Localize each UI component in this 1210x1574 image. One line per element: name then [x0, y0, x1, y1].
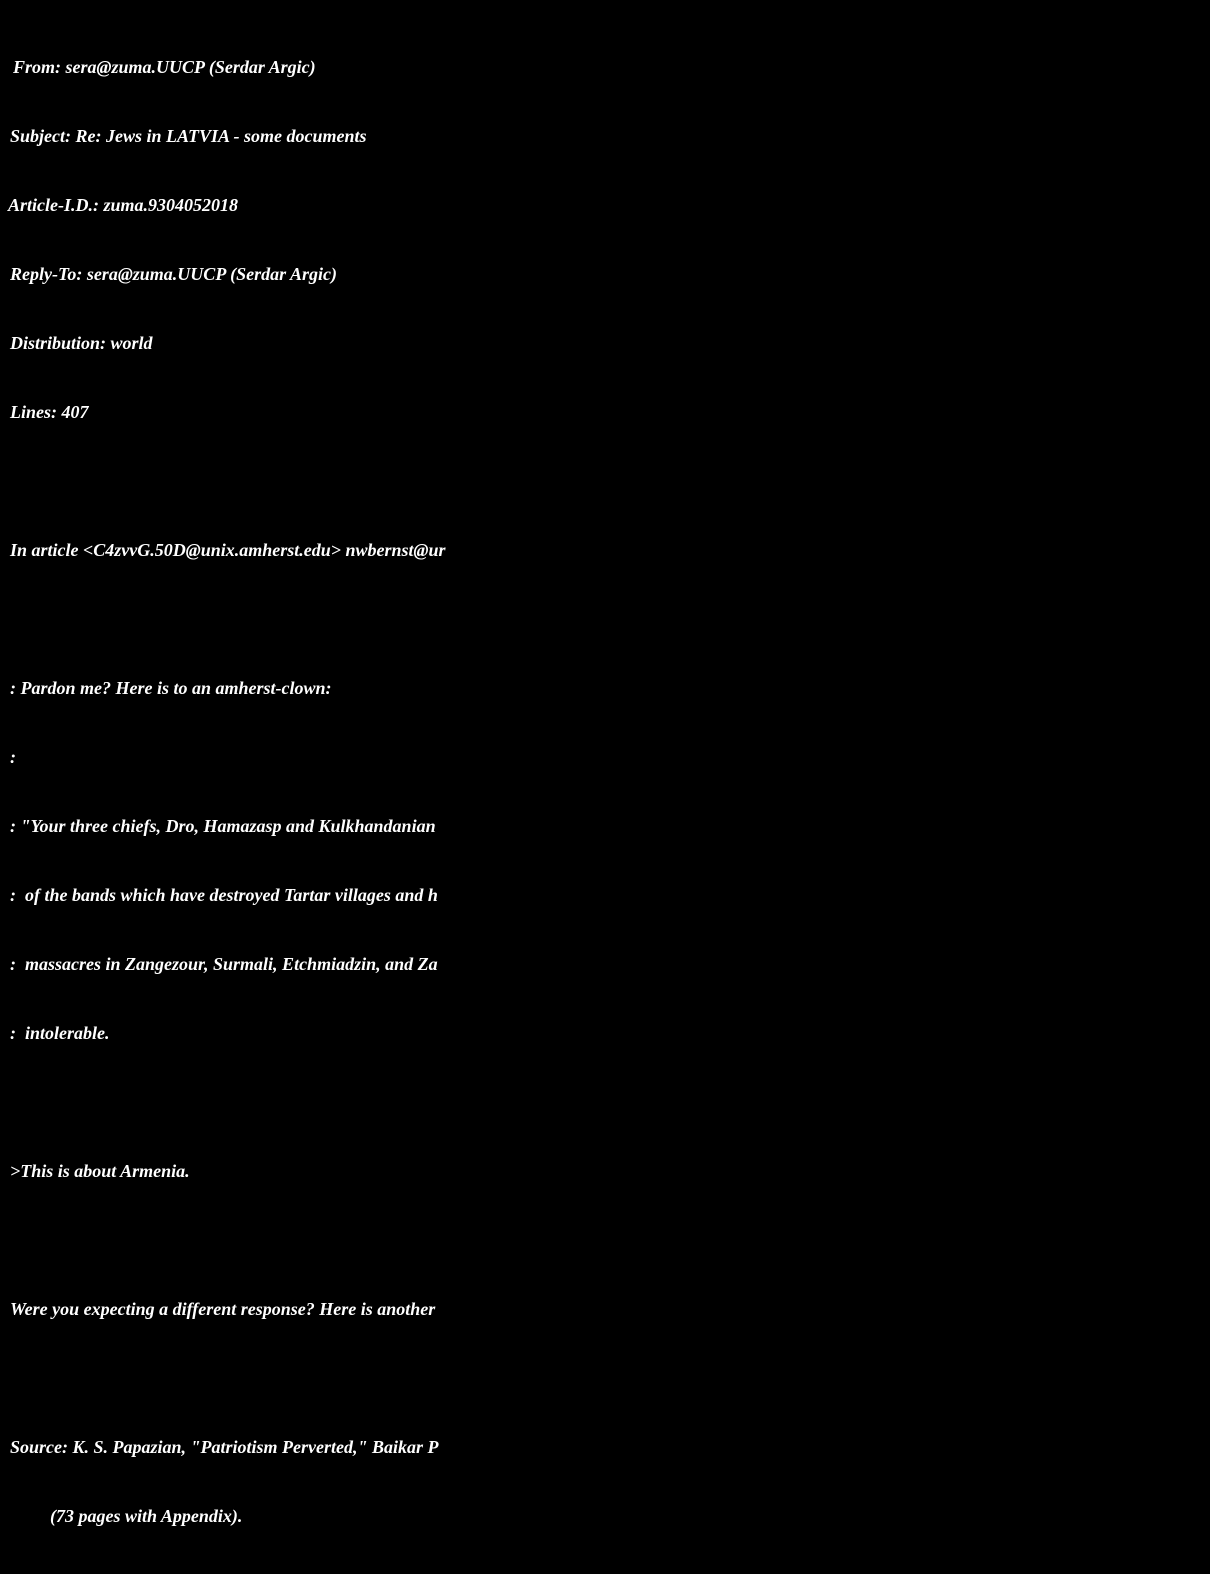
blank-line — [10, 470, 1210, 493]
blank-line — [10, 1229, 1210, 1252]
article-text — [10, 10, 1210, 1574]
quote-line: : — [10, 747, 16, 767]
source-continuation-line: (73 pages with Appendix). — [50, 1506, 243, 1526]
blank-line — [10, 1367, 1210, 1390]
header-article-id: Article-I.D.: zuma.9304052018 — [8, 195, 239, 215]
blank-line — [10, 608, 1210, 631]
quote-line: : "Your three chiefs, Dro, Hamazasp and Kulkhandanian — [10, 816, 436, 836]
response-line: Were you expecting a different response? Here is another — [10, 1299, 436, 1319]
blank-line — [10, 1091, 1210, 1114]
quote-line: : massacres in Zangezour, Surmali, Etchmiadzin, and Za — [10, 954, 438, 974]
quote-line: : Pardon me? Here is to an amherst-clown: — [10, 678, 332, 698]
attribution-line: In article <C4zvvG.50D@unix.amherst.edu> nwbernst@ur — [10, 540, 446, 560]
source-line: Source: K. S. Papazian, "Patriotism Perverted," Baikar P — [10, 1437, 439, 1457]
quote-line: : intolerable. — [10, 1023, 110, 1043]
header-subject: Subject: Re: Jews in LATVIA - some documents — [10, 126, 367, 146]
header-from: From: sera@zuma.UUCP (Serdar Argic) — [13, 57, 316, 77]
header-distribution: Distribution: world — [10, 333, 153, 353]
newsgroup-article-view — [0, 0, 512, 1526]
header-lines: Lines: 407 — [10, 402, 89, 422]
reply-quote-line: >This is about Armenia. — [10, 1161, 190, 1181]
header-reply-to: Reply-To: sera@zuma.UUCP (Serdar Argic) — [10, 264, 337, 284]
quote-line: : of the bands which have destroyed Tartar villages and h — [10, 885, 438, 905]
